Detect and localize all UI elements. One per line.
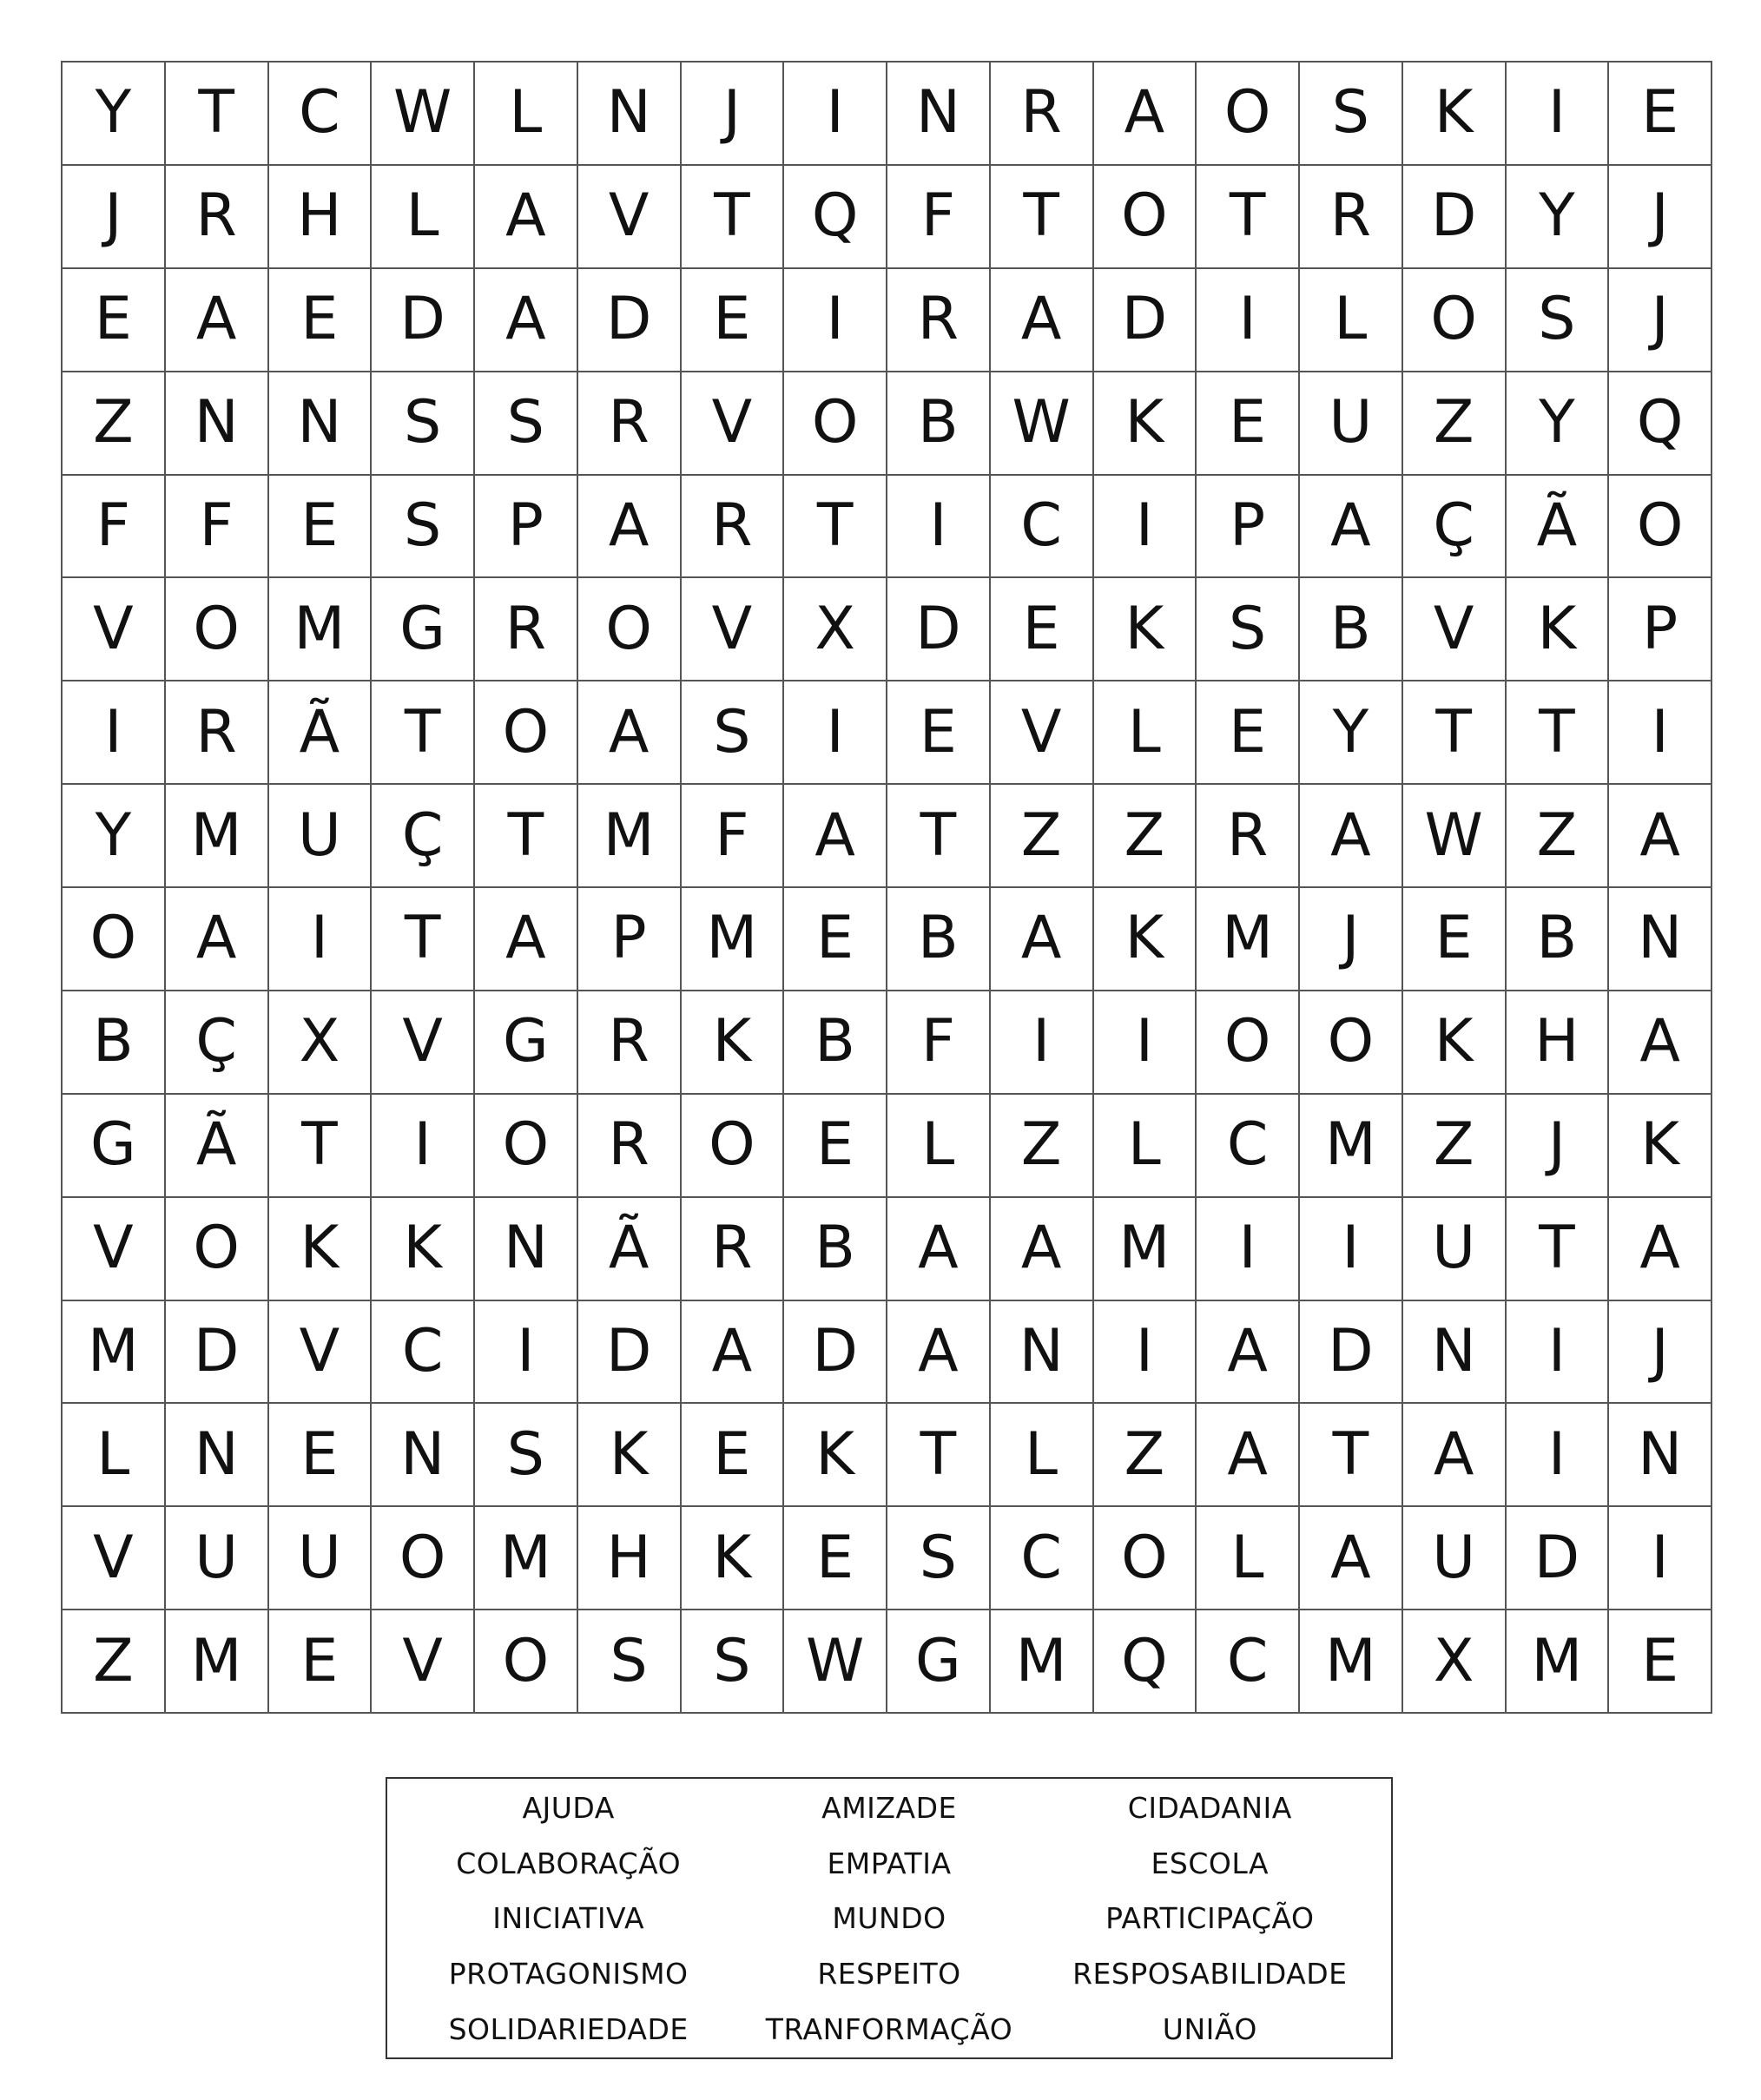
grid-cell[interactable]: A [475, 269, 578, 372]
grid-cell[interactable]: I [63, 681, 166, 785]
grid-cell[interactable]: M [63, 1301, 166, 1405]
grid-cell[interactable]: K [1507, 578, 1610, 681]
grid-cell[interactable]: H [269, 166, 373, 269]
grid-cell[interactable]: A [887, 1198, 991, 1301]
grid-cell[interactable]: X [784, 578, 887, 681]
grid-cell[interactable]: Ç [372, 785, 475, 888]
grid-cell[interactable]: S [682, 681, 785, 785]
word-list [386, 1777, 1393, 2059]
grid-cell[interactable]: D [1403, 166, 1507, 269]
grid-cell[interactable]: M [1507, 1610, 1610, 1714]
grid-cell[interactable]: A [166, 888, 269, 991]
grid-cell[interactable]: P [1609, 578, 1712, 681]
grid-cell[interactable]: N [269, 372, 373, 476]
grid-cell[interactable]: A [1609, 785, 1712, 888]
grid-cell[interactable]: Z [63, 372, 166, 476]
grid-cell[interactable]: A [1403, 1404, 1507, 1507]
grid-cell[interactable]: V [63, 578, 166, 681]
grid-cell[interactable]: K [578, 1404, 682, 1507]
grid-cell[interactable]: E [269, 269, 373, 372]
grid-cell[interactable]: I [1094, 476, 1197, 579]
grid-cell[interactable]: T [475, 785, 578, 888]
grid-cell[interactable]: A [1300, 785, 1403, 888]
grid-cell[interactable]: F [166, 476, 269, 579]
word-list-item: RESPEITO [817, 1957, 961, 1991]
grid-cell[interactable]: S [475, 1404, 578, 1507]
grid-cell[interactable]: V [372, 991, 475, 1095]
grid-cell[interactable]: G [372, 578, 475, 681]
grid-cell[interactable]: I [1094, 1301, 1197, 1405]
grid-cell[interactable]: H [1507, 991, 1610, 1095]
grid-cell[interactable]: A [1197, 1301, 1300, 1405]
grid-cell[interactable]: A [475, 166, 578, 269]
grid-cell[interactable]: A [991, 1198, 1094, 1301]
grid-cell[interactable]: Z [991, 785, 1094, 888]
word-list-item: ESCOLA [1151, 1846, 1270, 1880]
grid-cell[interactable]: Z [1094, 785, 1197, 888]
grid-cell[interactable]: K [1609, 1095, 1712, 1198]
word-search-grid [61, 61, 1712, 1714]
grid-cell[interactable]: R [166, 681, 269, 785]
grid-cell[interactable]: I [784, 269, 887, 372]
grid-cell[interactable]: U [1403, 1198, 1507, 1301]
grid-cell[interactable]: G [63, 1095, 166, 1198]
word-list-item: EMPATIA [827, 1846, 952, 1880]
grid-cell[interactable]: Q [1609, 372, 1712, 476]
grid-cell[interactable]: I [1609, 681, 1712, 785]
grid-cell[interactable]: Z [1507, 785, 1610, 888]
grid-cell[interactable]: D [1300, 1301, 1403, 1405]
grid-cell[interactable]: N [166, 1404, 269, 1507]
grid-cell[interactable]: Z [1094, 1404, 1197, 1507]
grid-cell[interactable]: P [578, 888, 682, 991]
grid-cell[interactable]: B [63, 991, 166, 1095]
grid-cell[interactable]: Z [1403, 1095, 1507, 1198]
grid-cell[interactable]: Y [1300, 681, 1403, 785]
grid-cell[interactable]: N [475, 1198, 578, 1301]
grid-cell[interactable]: R [166, 166, 269, 269]
grid-cell[interactable]: I [1609, 1507, 1712, 1610]
grid-cell[interactable]: U [269, 785, 373, 888]
grid-cell[interactable]: I [784, 681, 887, 785]
grid-cell[interactable]: W [784, 1610, 887, 1714]
grid-cell[interactable]: I [1507, 63, 1610, 166]
grid-cell[interactable]: O [1094, 166, 1197, 269]
grid-cell[interactable]: O [784, 372, 887, 476]
grid-cell[interactable]: I [372, 1095, 475, 1198]
grid-cell[interactable]: D [578, 1301, 682, 1405]
grid-cell[interactable]: C [1197, 1095, 1300, 1198]
grid-cell[interactable]: G [887, 1610, 991, 1714]
grid-cell[interactable]: I [475, 1301, 578, 1405]
grid-cell[interactable]: C [372, 1301, 475, 1405]
grid-cell[interactable]: J [1609, 1301, 1712, 1405]
grid-cell[interactable]: E [269, 1610, 373, 1714]
grid-cell[interactable]: S [578, 1610, 682, 1714]
grid-cell[interactable]: O [1197, 63, 1300, 166]
grid-cell[interactable]: L [372, 166, 475, 269]
grid-cell[interactable]: Q [1094, 1610, 1197, 1714]
grid-cell[interactable]: T [1197, 166, 1300, 269]
grid-cell[interactable]: E [1197, 372, 1300, 476]
grid-cell[interactable]: A [166, 269, 269, 372]
grid-cell[interactable]: O [475, 1610, 578, 1714]
grid-cell[interactable]: K [682, 991, 785, 1095]
grid-cell[interactable]: Q [784, 166, 887, 269]
grid-cell[interactable]: V [991, 681, 1094, 785]
grid-cell[interactable]: L [63, 1404, 166, 1507]
grid-cell[interactable]: E [784, 888, 887, 991]
grid-cell[interactable]: D [887, 578, 991, 681]
grid-cell[interactable]: J [1609, 269, 1712, 372]
grid-cell[interactable]: O [475, 681, 578, 785]
grid-cell[interactable]: G [475, 991, 578, 1095]
grid-cell[interactable]: E [269, 1404, 373, 1507]
grid-cell[interactable]: A [578, 681, 682, 785]
grid-cell[interactable]: K [1403, 63, 1507, 166]
grid-cell[interactable]: J [1609, 166, 1712, 269]
grid-cell[interactable]: C [991, 476, 1094, 579]
grid-cell[interactable]: E [887, 681, 991, 785]
grid-cell[interactable]: A [887, 1301, 991, 1405]
grid-cell[interactable]: O [682, 1095, 785, 1198]
grid-cell[interactable]: S [475, 372, 578, 476]
grid-cell[interactable]: S [1197, 578, 1300, 681]
grid-cell[interactable]: A [1300, 1507, 1403, 1610]
grid-cell[interactable]: O [1197, 991, 1300, 1095]
grid-cell[interactable]: S [682, 1610, 785, 1714]
grid-cell[interactable]: S [1300, 63, 1403, 166]
grid-cell[interactable]: J [1300, 888, 1403, 991]
grid-cell[interactable]: J [682, 63, 785, 166]
grid-cell[interactable]: Ç [166, 991, 269, 1095]
grid-cell[interactable]: Ã [269, 681, 373, 785]
grid-cell[interactable]: K [1094, 888, 1197, 991]
grid-cell[interactable]: L [887, 1095, 991, 1198]
grid-cell[interactable]: K [1094, 578, 1197, 681]
grid-cell[interactable]: Ã [578, 1198, 682, 1301]
grid-cell[interactable]: I [1507, 1301, 1610, 1405]
grid-cell[interactable]: S [372, 372, 475, 476]
grid-cell[interactable]: I [1507, 1404, 1610, 1507]
grid-cell[interactable]: N [372, 1404, 475, 1507]
word-list-item: SOLIDARIEDADE [448, 2011, 689, 2046]
grid-cell[interactable]: Ã [1507, 476, 1610, 579]
grid-cell[interactable]: K [682, 1507, 785, 1610]
grid-cell[interactable]: N [1609, 1404, 1712, 1507]
grid-cell[interactable]: E [269, 476, 373, 579]
word-list-column [1050, 1793, 1370, 2045]
grid-cell[interactable]: V [63, 1507, 166, 1610]
grid-cell[interactable]: A [1609, 991, 1712, 1095]
word-list-item: PARTICIPAÇÃO [1105, 1901, 1315, 1936]
grid-cell[interactable]: V [682, 372, 785, 476]
grid-cell[interactable]: B [784, 991, 887, 1095]
grid-cell[interactable]: M [1300, 1095, 1403, 1198]
grid-cell[interactable]: A [1094, 63, 1197, 166]
grid-cell[interactable]: A [991, 269, 1094, 372]
grid-cell[interactable]: M [1300, 1610, 1403, 1714]
grid-cell[interactable]: D [1507, 1507, 1610, 1610]
grid-cell[interactable]: C [1197, 1610, 1300, 1714]
grid-cell[interactable]: V [682, 578, 785, 681]
grid-cell[interactable]: E [1197, 681, 1300, 785]
grid-cell[interactable]: B [1507, 888, 1610, 991]
grid-cell[interactable]: L [1094, 1095, 1197, 1198]
grid-cell[interactable]: T [682, 166, 785, 269]
grid-cell[interactable]: I [1094, 991, 1197, 1095]
grid-cell[interactable]: B [887, 888, 991, 991]
grid-cell[interactable]: R [475, 578, 578, 681]
grid-cell[interactable]: A [578, 476, 682, 579]
grid-cell[interactable]: T [1507, 681, 1610, 785]
grid-cell[interactable]: N [887, 63, 991, 166]
grid-cell[interactable]: N [1609, 888, 1712, 991]
grid-cell[interactable]: E [682, 269, 785, 372]
grid-cell[interactable]: U [1403, 1507, 1507, 1610]
grid-cell[interactable]: R [887, 269, 991, 372]
grid-cell[interactable]: X [1403, 1610, 1507, 1714]
grid-cell[interactable]: X [269, 991, 373, 1095]
grid-cell[interactable]: M [578, 785, 682, 888]
grid-cell[interactable]: E [784, 1095, 887, 1198]
grid-cell[interactable]: L [1197, 1507, 1300, 1610]
grid-cell[interactable]: F [887, 166, 991, 269]
grid-cell[interactable]: T [166, 63, 269, 166]
grid-cell[interactable]: T [991, 166, 1094, 269]
grid-cell[interactable]: T [887, 1404, 991, 1507]
grid-cell[interactable]: K [784, 1404, 887, 1507]
grid-cell[interactable]: A [991, 888, 1094, 991]
grid-cell[interactable]: U [166, 1507, 269, 1610]
grid-cell[interactable]: M [1197, 888, 1300, 991]
grid-cell[interactable]: T [1403, 681, 1507, 785]
grid-cell[interactable]: M [475, 1507, 578, 1610]
grid-cell[interactable]: A [1300, 476, 1403, 579]
grid-cell[interactable]: R [682, 1198, 785, 1301]
grid-cell[interactable]: R [578, 991, 682, 1095]
grid-cell[interactable]: Y [1507, 166, 1610, 269]
grid-cell[interactable]: B [887, 372, 991, 476]
grid-cell[interactable]: O [1609, 476, 1712, 579]
grid-cell[interactable]: L [475, 63, 578, 166]
grid-cell[interactable]: B [1300, 578, 1403, 681]
grid-cell[interactable]: U [269, 1507, 373, 1610]
grid-cell[interactable]: R [682, 476, 785, 579]
grid-cell[interactable]: D [166, 1301, 269, 1405]
grid-cell[interactable]: O [578, 578, 682, 681]
grid-cell[interactable]: V [372, 1610, 475, 1714]
word-list-item: AJUDA [522, 1791, 615, 1825]
grid-cell[interactable]: M [1094, 1198, 1197, 1301]
grid-cell[interactable]: I [784, 63, 887, 166]
grid-cell[interactable]: M [166, 785, 269, 888]
grid-cell[interactable]: M [991, 1610, 1094, 1714]
grid-cell[interactable]: J [1507, 1095, 1610, 1198]
grid-cell[interactable]: E [991, 578, 1094, 681]
grid-cell[interactable]: A [784, 785, 887, 888]
grid-cell[interactable]: K [1403, 991, 1507, 1095]
grid-cell[interactable]: H [578, 1507, 682, 1610]
word-list-item: CIDADANIA [1127, 1791, 1292, 1825]
grid-cell[interactable]: E [1609, 63, 1712, 166]
word-list-item: RESPOSABILIDADE [1072, 1957, 1348, 1991]
grid-cell[interactable]: O [1403, 269, 1507, 372]
grid-cell[interactable]: V [1403, 578, 1507, 681]
grid-cell[interactable]: L [991, 1404, 1094, 1507]
grid-cell[interactable]: S [372, 476, 475, 579]
grid-cell[interactable]: T [784, 476, 887, 579]
grid-cell[interactable]: K [269, 1198, 373, 1301]
grid-cell[interactable]: S [1507, 269, 1610, 372]
grid-cell[interactable]: U [1300, 372, 1403, 476]
grid-cell[interactable]: L [1300, 269, 1403, 372]
word-list-item: UNIÃO [1162, 2011, 1257, 2046]
grid-cell[interactable]: F [63, 476, 166, 579]
grid-cell[interactable]: C [269, 63, 373, 166]
grid-cell[interactable]: M [682, 888, 785, 991]
grid-cell[interactable]: Z [63, 1610, 166, 1714]
grid-cell[interactable]: R [578, 372, 682, 476]
grid-cell[interactable]: D [372, 269, 475, 372]
grid-cell[interactable]: D [784, 1301, 887, 1405]
grid-cell[interactable]: T [269, 1095, 373, 1198]
grid-cell[interactable]: T [1300, 1404, 1403, 1507]
word-list-item: TRANFORMAÇÃO [765, 2011, 1013, 2046]
grid-cell[interactable]: V [578, 166, 682, 269]
grid-cell[interactable]: E [1403, 888, 1507, 991]
grid-cell[interactable]: E [784, 1507, 887, 1610]
grid-cell[interactable]: I [1197, 269, 1300, 372]
grid-cell[interactable]: F [682, 785, 785, 888]
grid-cell[interactable]: Y [63, 63, 166, 166]
grid-cell[interactable]: A [1197, 1404, 1300, 1507]
word-list-column [729, 1793, 1049, 2045]
grid-cell[interactable]: D [1094, 269, 1197, 372]
grid-cell[interactable]: I [1197, 1198, 1300, 1301]
grid-cell[interactable]: N [578, 63, 682, 166]
grid-cell[interactable]: P [475, 476, 578, 579]
grid-cell[interactable]: F [887, 991, 991, 1095]
grid-cell[interactable]: V [63, 1198, 166, 1301]
grid-cell[interactable]: Y [1507, 372, 1610, 476]
grid-cell[interactable]: T [372, 681, 475, 785]
grid-cell[interactable]: I [991, 991, 1094, 1095]
word-list-item: MUNDO [832, 1901, 946, 1936]
grid-cell[interactable]: O [475, 1095, 578, 1198]
grid-cell[interactable]: A [1609, 1198, 1712, 1301]
grid-cell[interactable]: I [887, 476, 991, 579]
grid-cell[interactable]: O [166, 1198, 269, 1301]
grid-cell[interactable]: J [63, 166, 166, 269]
grid-cell[interactable]: O [166, 578, 269, 681]
grid-cell[interactable]: O [372, 1507, 475, 1610]
grid-cell[interactable]: M [269, 578, 373, 681]
grid-cell[interactable]: Ã [166, 1095, 269, 1198]
grid-cell[interactable]: E [1609, 1610, 1712, 1714]
grid-cell[interactable]: W [372, 63, 475, 166]
grid-cell[interactable]: V [269, 1301, 373, 1405]
grid-cell[interactable]: M [166, 1610, 269, 1714]
grid-cell[interactable]: D [578, 269, 682, 372]
grid-cell[interactable]: C [991, 1507, 1094, 1610]
grid-cell[interactable]: L [1094, 681, 1197, 785]
grid-cell[interactable]: Ç [1403, 476, 1507, 579]
grid-cell[interactable]: T [887, 785, 991, 888]
grid-cell[interactable]: W [991, 372, 1094, 476]
grid-cell[interactable]: S [887, 1507, 991, 1610]
grid-cell[interactable]: K [1094, 372, 1197, 476]
grid-cell[interactable]: R [1197, 785, 1300, 888]
grid-cell[interactable]: A [475, 888, 578, 991]
grid-cell[interactable]: E [682, 1404, 785, 1507]
grid-cell[interactable]: B [784, 1198, 887, 1301]
grid-cell[interactable]: I [269, 888, 373, 991]
grid-cell[interactable]: Z [1403, 372, 1507, 476]
grid-cell[interactable]: O [1094, 1507, 1197, 1610]
grid-cell[interactable]: T [372, 888, 475, 991]
grid-cell[interactable]: W [1403, 785, 1507, 888]
grid-cell[interactable]: K [372, 1198, 475, 1301]
word-list-item: PROTAGONISMO [448, 1957, 689, 1991]
grid-cell[interactable]: I [1300, 1198, 1403, 1301]
grid-cell[interactable]: P [1197, 476, 1300, 579]
grid-cell[interactable]: A [682, 1301, 785, 1405]
grid-cell[interactable]: E [63, 269, 166, 372]
grid-cell[interactable]: R [991, 63, 1094, 166]
grid-cell[interactable]: Z [991, 1095, 1094, 1198]
grid-cell[interactable]: O [63, 888, 166, 991]
grid-cell[interactable]: R [1300, 166, 1403, 269]
grid-cell[interactable]: N [166, 372, 269, 476]
word-list-column [408, 1793, 729, 2045]
grid-cell[interactable]: N [1403, 1301, 1507, 1405]
grid-cell[interactable]: R [578, 1095, 682, 1198]
word-list-item: COLABORAÇÃO [456, 1846, 682, 1880]
grid-cell[interactable]: N [991, 1301, 1094, 1405]
grid-cell[interactable]: T [1507, 1198, 1610, 1301]
grid-cell[interactable]: O [1300, 991, 1403, 1095]
word-list-item: INICIATIVA [492, 1901, 645, 1936]
grid-cell[interactable]: Y [63, 785, 166, 888]
word-list-item: AMIZADE [821, 1791, 957, 1825]
